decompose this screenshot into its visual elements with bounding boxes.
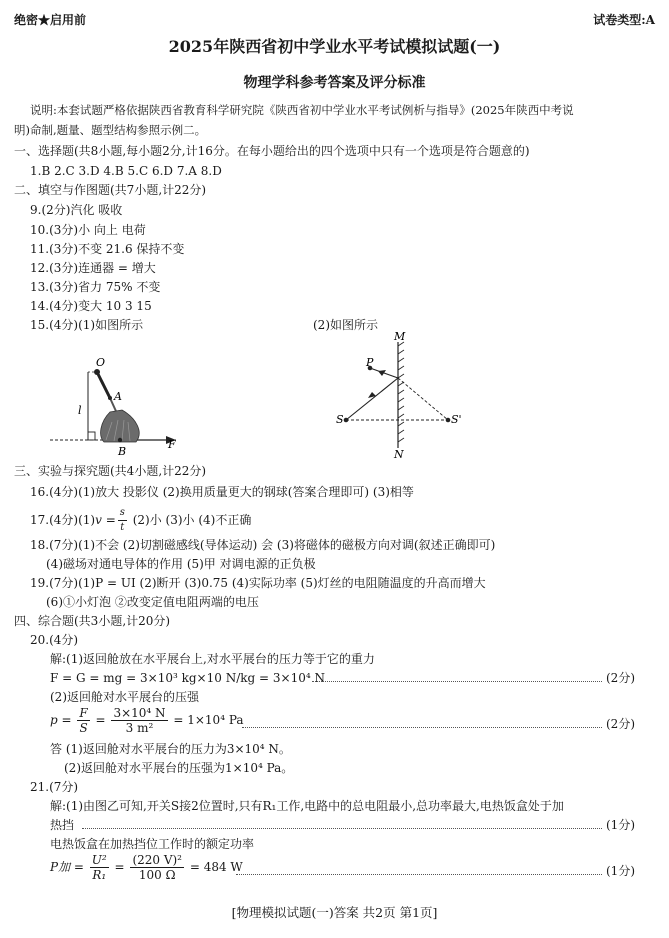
q20-pressure-equation: p = $\frac{F}{S}$ = $\frac{\text{3×10⁴ N}}{\text{3 m²}}$ = 1×10⁴ Pa [50,706,244,735]
page-title: 2025年陕西省初中学业水平考试模拟试题(一) [168,37,501,56]
leader-dots [242,727,602,728]
q21-solution-line-2: 热挡 [50,818,75,832]
label-N: N [394,448,404,460]
paper-type-label: 试卷类型:A [593,13,655,27]
q20-answer-2: (2)返回舱对水平展台的压强为1×10⁴ Pa。 [64,761,294,775]
lever-figure [40,350,220,462]
answer-12: 12.(3分)连通器 = 增大 [30,261,156,275]
q20-solution-line-1: 解:(1)返回舱放在水平展台上,对水平展台的压力等于它的重力 [50,652,375,666]
answer-18-line-2: (4)磁场对通电导体的作用 (5)甲 对调电源的正负极 [46,557,316,571]
score-q21-b: (1分) [606,864,635,878]
leader-dots [82,828,602,829]
label-M: M [394,330,406,343]
answer-15-part2: (2)如图所示 [313,318,378,332]
q21-power-heading: 电热饭盒在加热挡位工作时的额定功率 [50,837,255,851]
label-F: F [168,438,176,451]
q20-answer-1: 答 (1)返回舱对水平展台的压力为3×10⁴ N。 [50,742,291,756]
label-O: O [96,356,106,369]
label-A: A [114,390,122,403]
label-S-prime: S' [451,413,462,426]
answer-19-line-2: (6)①小灯泡 ②改变定值电阻两端的电压 [46,595,259,609]
q21-solution-line-1: 解:(1)由图乙可知,开关S接2位置时,只有R₁工作,电路中的总电阻最小,总功率最大,电热饭盒处于加 [50,799,564,813]
label-S: S [336,413,344,426]
question-21-title: 21.(7分) [30,780,79,794]
q21-power-equation: P加 = $\frac{\text{U²}}{\text{R₁}}$ = $\frac{\text{(220 V)²}}{100 \Omega}$ = 484 W [50,853,243,882]
answer-9: 9.(2分)汽化 吸收 [30,203,123,217]
page-footer: [物理模拟试题(一)答案 共2页 第1页] [231,905,438,920]
answer-14: 14.(4分)变大 10 3 15 [30,299,152,313]
q20-pressure-heading: (2)返回舱对水平展台的压强 [50,690,199,704]
answer-18-line-1: 18.(7分)(1)不会 (2)切割磁感线(导体运动) 会 (3)将磁体的磁极方向对调(叙述正确即可) [30,538,496,552]
leader-dots [312,681,602,682]
note-line-1: 说明:本套试题严格依据陕西省教育科学研究院《陕西省初中学业水平考试例析与指导》(2025年陕西中考说 [30,103,574,117]
answer-16: 16.(4分)(1)放大 投影仪 (2)换用质量更大的钢球(答案合理即可) (3)相等 [30,485,414,499]
score-q21-a: (1分) [606,818,635,832]
answer-10: 10.(3分)小 向上 电荷 [30,223,146,237]
label-P: P [366,356,374,369]
section-1-answers: 1.B 2.C 3.D 4.B 5.C 6.D 7.A 8.D [30,164,222,178]
formula-v: v = [95,513,116,527]
score-q20-a: (2分) [606,671,635,685]
label-B: B [118,445,127,458]
answer-11: 11.(3分)不变 21.6 保持不变 [30,242,185,256]
q20-force-equation: F = G = mg = 3×10³ kg×10 N/kg = 3×10⁴ N [50,671,325,685]
leader-dots [236,874,602,875]
section-3-heading: 三、实验与探究题(共4小题,计22分) [14,464,207,478]
score-q20-b: (2分) [606,717,635,731]
secret-label: 绝密★启用前 [14,13,87,27]
mirror-figure [330,330,470,460]
section-4-heading: 四、综合题(共3小题,计20分) [14,614,171,628]
section-2-heading: 二、填空与作图题(共7小题,计22分) [14,183,207,197]
answer-19-line-1: 19.(7分)(1)P = UI (2)断开 (3)0.75 (4)实际功率 (5)灯丝的电阻随温度的升高而增大 [30,576,486,590]
answer-13: 13.(3分)省力 75% 不变 [30,280,161,294]
question-20-title: 20.(4分) [30,633,79,647]
answer-17: 17.(4分)(1)v = $\frac{s}{t}$ (2)小 (3)小 (4)不正确 [30,507,252,533]
note-line-2: 明)命制,题量、题型结构参照示例二。 [14,123,207,137]
label-l: l [78,404,82,417]
answer-15-part1: 15.(4分)(1)如图所示 [30,318,144,332]
fraction-s-over-t: $\frac{s}{t}$ [119,507,125,533]
section-1-heading: 一、选择题(共8小题,每小题2分,计16分。在每小题给出的四个选项中只有一个选项是符合题意的) [14,144,530,158]
page-subtitle: 物理学科参考答案及评分标准 [243,75,426,91]
